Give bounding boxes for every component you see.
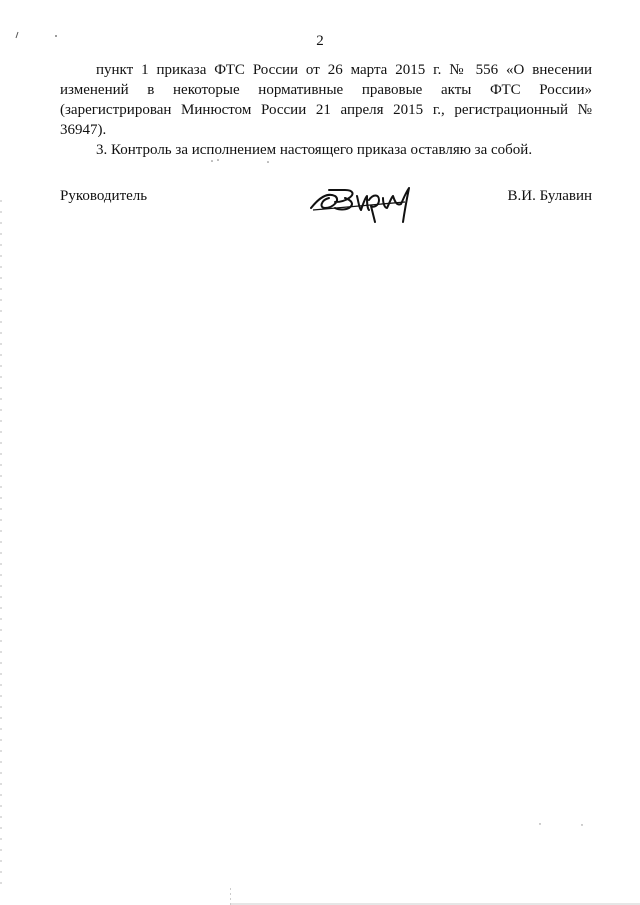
scan-dots-icon — [208, 156, 288, 166]
signer-name: В.И. Булавин — [507, 188, 592, 204]
page-number: 2 — [316, 33, 324, 49]
body-text — [60, 60, 592, 160]
paragraph-order-reference: пункт 1 приказа ФТС России от 26 марта 2015 г. № 556 «О внесении изменений в некоторые нормативные правовые акты ФТС России» (зарегистрирован Минюстом России 21 апреля 2015 г., регистрационный № 36947). — [60, 62, 592, 138]
handwritten-signature-icon — [305, 172, 425, 232]
paragraph-control-clause: 3. Контроль за исполнением настоящего приказа оставляю за собой. — [96, 142, 533, 158]
scan-specks-icon — [536, 818, 596, 830]
position-title: Руководитель — [60, 188, 148, 204]
scan-edge-line — [0, 200, 4, 890]
scan-bottom-artifact-icon — [230, 886, 640, 905]
